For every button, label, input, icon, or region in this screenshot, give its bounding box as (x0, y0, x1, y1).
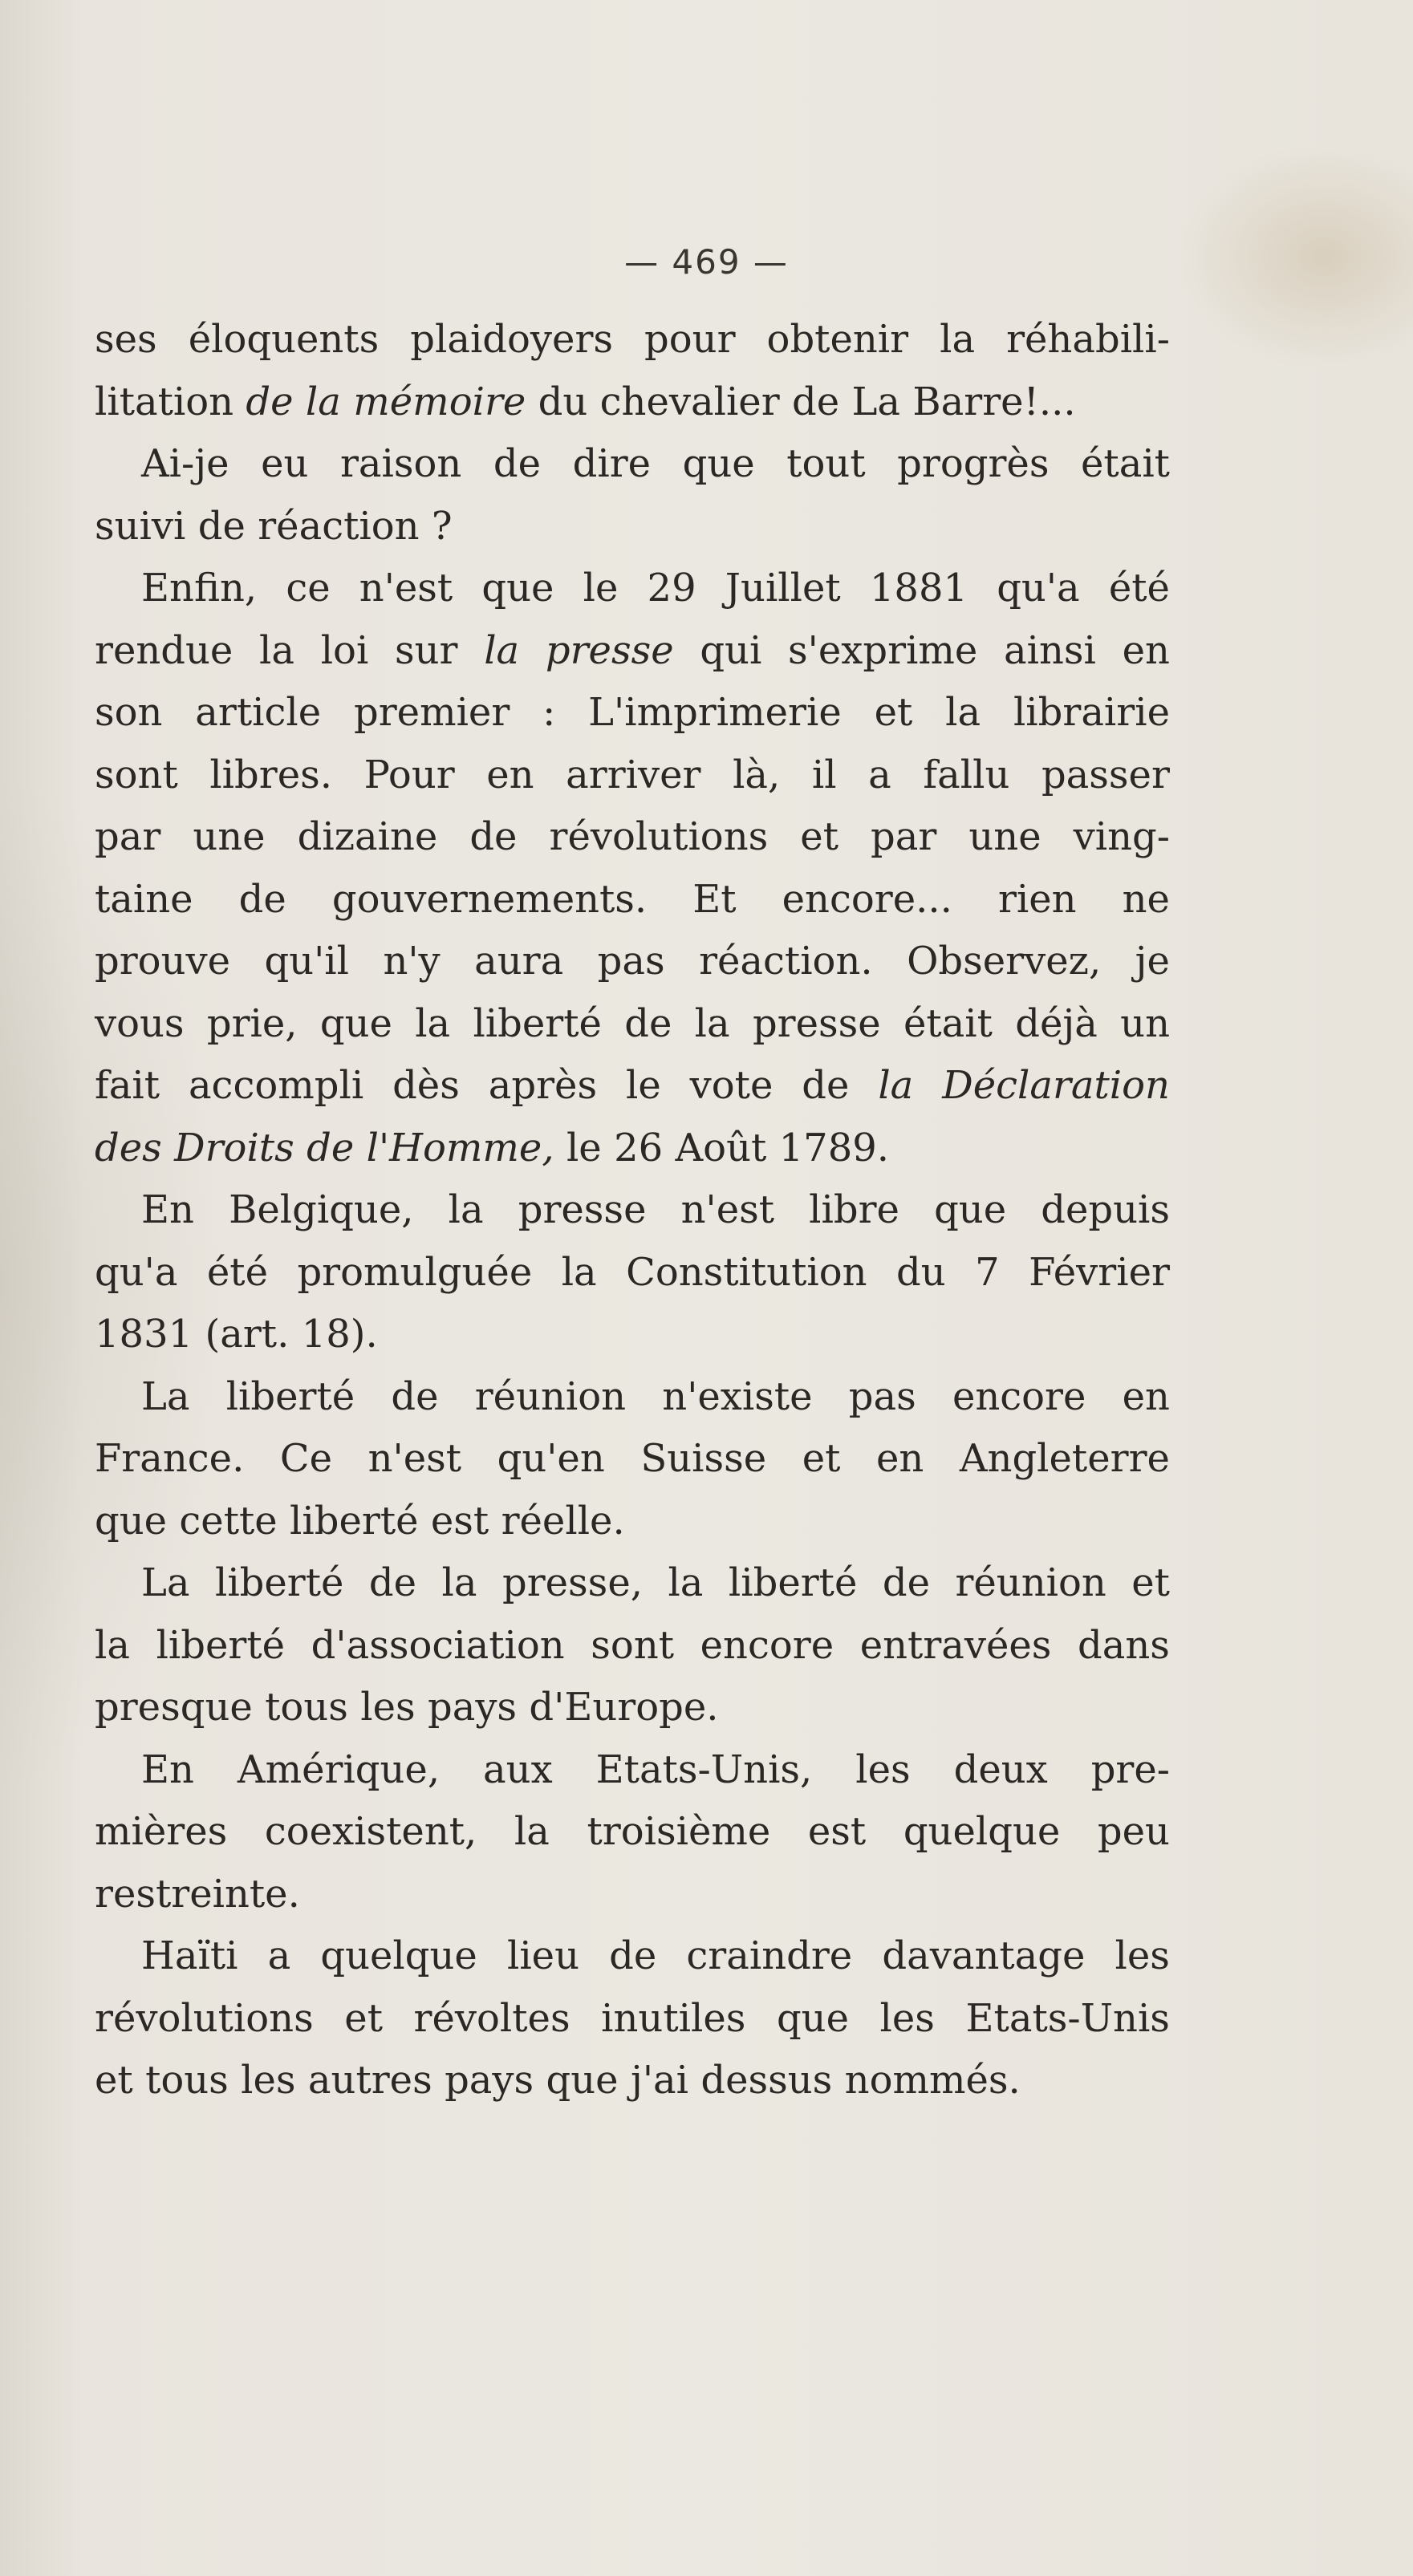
word: qu'a (997, 566, 1080, 611)
word: Pour (363, 752, 455, 797)
word: La (851, 379, 901, 424)
text-line (95, 1491, 1170, 1553)
word: et (344, 1995, 383, 2041)
word: qu'en (497, 1436, 605, 1481)
word: j'ai (630, 2058, 688, 2103)
word: obtenir (766, 317, 909, 362)
word: Ce (279, 1436, 333, 1481)
text-line (95, 371, 1170, 434)
word: la (514, 1809, 550, 1854)
text-line (95, 1988, 1170, 2051)
text-line (95, 1304, 1170, 1366)
word: des (95, 1125, 162, 1170)
word: n'y (383, 939, 441, 984)
text-line (95, 993, 1170, 1056)
text-line (95, 1615, 1170, 1677)
word: de (391, 1373, 439, 1419)
word: Belgique, (229, 1187, 414, 1232)
word: encore (952, 1373, 1086, 1419)
word: la (561, 1249, 597, 1295)
word: aux (483, 1746, 553, 1792)
word: Angleterre (959, 1436, 1170, 1481)
text-line (95, 1801, 1170, 1864)
word: par (871, 814, 937, 859)
word: plaidoyers (410, 317, 614, 362)
word: liberté (473, 1000, 602, 1046)
word: ainsi (1003, 627, 1096, 673)
word: presse, (501, 1560, 643, 1605)
word: déjà (1015, 1000, 1098, 1046)
word: la (668, 1560, 704, 1605)
word: la (305, 379, 341, 424)
word: vous (95, 1000, 185, 1046)
word: autres (307, 2058, 432, 2103)
word: ne (1122, 876, 1170, 922)
word: été (206, 1249, 268, 1295)
word: Etats-Unis (965, 1995, 1170, 2041)
word: Déclaration (942, 1063, 1170, 1108)
text-line (95, 2050, 1170, 2112)
word: Haïti (141, 1933, 238, 1978)
word: dans (1078, 1622, 1170, 1668)
word: passer (1041, 752, 1170, 797)
text-line (95, 620, 1170, 683)
word: encore (700, 1622, 834, 1668)
word: la (484, 627, 520, 673)
word: la (878, 1063, 914, 1108)
word: 7 (975, 1249, 1000, 1295)
word: les (855, 1746, 911, 1792)
word: et (95, 2058, 133, 2103)
body-text (95, 309, 1170, 2112)
word: et (1131, 1560, 1170, 1605)
word: progrès (897, 441, 1050, 486)
word: la (441, 1560, 477, 1605)
word: réunion (474, 1373, 627, 1419)
word: pays (445, 2058, 534, 2103)
word: que (95, 1498, 168, 1544)
word: : (542, 690, 556, 735)
word: quelque (320, 1933, 477, 1978)
word: qu'a (95, 1249, 178, 1295)
word: Et (692, 876, 737, 922)
word: de (493, 441, 542, 486)
word: de (469, 814, 518, 859)
text-line (95, 1179, 1170, 1242)
text-line (95, 869, 1170, 931)
word: les (360, 1685, 416, 1730)
word: les (1115, 1933, 1170, 1978)
word: Etats-Unis, (595, 1746, 813, 1792)
text-line (95, 1739, 1170, 1802)
word: promulguée (297, 1249, 533, 1295)
text-line (95, 1055, 1170, 1118)
word: qu'il (264, 939, 349, 984)
text-line (95, 1864, 1170, 1926)
word: prouve (95, 939, 231, 984)
word: son (95, 690, 163, 735)
word: troisième (587, 1809, 771, 1854)
word: de (792, 379, 840, 424)
word: de (609, 1933, 657, 1978)
word: d'association (311, 1622, 565, 1668)
word: et (874, 690, 913, 735)
page-number: — 469 — (624, 242, 789, 282)
word: de (882, 1560, 930, 1605)
word: taine (95, 876, 193, 922)
word: n'est (359, 566, 453, 611)
word: et (800, 814, 838, 859)
word: encore... (782, 876, 952, 922)
word: et (802, 1436, 841, 1481)
text-line (95, 1677, 1170, 1739)
word: les (241, 2058, 296, 2103)
word: Février (1029, 1249, 1170, 1295)
word: pour (644, 317, 736, 362)
word: rien (997, 876, 1077, 922)
word: arriver (566, 752, 701, 797)
word: tous (145, 2058, 229, 2103)
word: que (546, 2058, 619, 2103)
text-line (95, 433, 1170, 496)
word: qui (700, 627, 762, 673)
word: en (875, 1436, 924, 1481)
word: sont (95, 752, 178, 797)
word: presse (518, 1187, 647, 1232)
word: une (193, 814, 266, 859)
word: révolutions (549, 814, 769, 859)
word: par (95, 814, 161, 859)
word: la (259, 627, 294, 673)
word: après (488, 1063, 598, 1108)
word: eu (261, 441, 309, 486)
word: tout (786, 441, 866, 486)
word: la (694, 1000, 730, 1046)
word: ses (95, 317, 157, 362)
word: davantage (882, 1933, 1086, 1978)
word: dessus (700, 2058, 833, 2103)
word: dès (392, 1063, 460, 1108)
word: nommés. (844, 2058, 1021, 2103)
word: un (1120, 1000, 1170, 1046)
word: depuis (1041, 1187, 1170, 1232)
word: vote (689, 1063, 773, 1108)
word: liberté (214, 1560, 344, 1605)
word: que (481, 566, 554, 611)
word: Droits (174, 1125, 294, 1170)
word: en (1122, 627, 1170, 673)
word: réelle. (501, 1498, 625, 1544)
word: 18). (301, 1312, 378, 1357)
word: loi (320, 627, 369, 673)
word: pas (597, 939, 665, 984)
word: Observez, (907, 939, 1102, 984)
word: les (879, 1995, 935, 2041)
word: Barre!... (912, 379, 1076, 424)
word: en (1122, 1373, 1170, 1419)
word: litation (95, 379, 234, 424)
text-line (95, 309, 1170, 371)
text-line (95, 558, 1170, 620)
word: n'est (367, 1436, 462, 1481)
word: entravées (859, 1622, 1052, 1668)
word: le (583, 566, 619, 611)
word: dizaine (297, 814, 438, 859)
word: la (945, 690, 981, 735)
text-line (95, 1242, 1170, 1304)
word: Suisse (640, 1436, 767, 1481)
word: prie, (206, 1000, 298, 1046)
word: cette (179, 1498, 278, 1544)
word: une (968, 814, 1041, 859)
word: été (1108, 566, 1170, 611)
word: la (940, 317, 976, 362)
word: liberté (225, 1373, 355, 1419)
word: pays (427, 1685, 518, 1730)
word: L'imprimerie (588, 690, 842, 735)
text-line (95, 1118, 1170, 1180)
word: ? (431, 503, 453, 549)
word: n'existe (662, 1373, 813, 1419)
word: deux (953, 1746, 1048, 1792)
text-line (95, 496, 1170, 558)
word: de (368, 1560, 417, 1605)
word: aura (474, 939, 564, 984)
word: restreinte. (95, 1871, 300, 1917)
word: d'Europe. (529, 1685, 719, 1730)
word: pre- (1090, 1746, 1170, 1792)
word: a (267, 1933, 291, 1978)
word: éloquents (188, 317, 380, 362)
word: fait (95, 1063, 160, 1108)
word: 1831 (95, 1312, 193, 1357)
word: Enfin, (141, 566, 258, 611)
word: 1789. (778, 1125, 890, 1170)
word: En (141, 1187, 194, 1232)
word: de (802, 1063, 850, 1108)
text-line (95, 1552, 1170, 1615)
word: mières (95, 1809, 228, 1854)
word: chevalier (599, 379, 780, 424)
text-line (95, 682, 1170, 744)
word: France. (95, 1436, 245, 1481)
word: suivi (95, 503, 186, 549)
word: Juillet (725, 566, 841, 611)
text-line (95, 744, 1170, 807)
word: la (448, 1187, 484, 1232)
word: de (238, 876, 286, 922)
word: Ai-je (141, 441, 229, 486)
word: La (141, 1560, 190, 1605)
word: La (141, 1373, 190, 1419)
word: liberté (290, 1498, 419, 1544)
word: quelque (903, 1809, 1061, 1854)
word: le (625, 1063, 661, 1108)
text-line (95, 1366, 1170, 1429)
word: peu (1097, 1809, 1170, 1854)
word: liberté (728, 1560, 858, 1605)
word: tous (265, 1685, 348, 1730)
word: s'exprime (788, 627, 978, 673)
word: Août (675, 1125, 767, 1170)
word: de (307, 1125, 355, 1170)
word: article (195, 690, 322, 735)
word: 29 (647, 566, 696, 611)
word: a (868, 752, 891, 797)
text-line (95, 931, 1170, 993)
word: fallu (923, 752, 1010, 797)
word: la (415, 1000, 451, 1046)
word: la (95, 1622, 130, 1668)
word: révoltes (413, 1995, 570, 2041)
word: accompli (188, 1063, 364, 1108)
word: de (197, 503, 246, 549)
word: est (430, 1498, 489, 1544)
word: n'est (680, 1187, 775, 1232)
word: que (682, 441, 755, 486)
word: réaction (258, 503, 420, 549)
word: libre (809, 1187, 899, 1232)
word: coexistent, (264, 1809, 477, 1854)
word: ce (286, 566, 331, 611)
word: premier (353, 690, 510, 735)
word: liberté (156, 1622, 286, 1668)
word: presse (752, 1000, 881, 1046)
word: pas (848, 1373, 916, 1419)
word: du (538, 379, 588, 424)
word: du (896, 1249, 946, 1295)
word: ving- (1073, 814, 1170, 859)
word: mémoire (353, 379, 526, 424)
word: de (624, 1000, 672, 1046)
word: sont (591, 1622, 675, 1668)
word: sur (395, 627, 458, 673)
word: que (776, 1995, 849, 2041)
text-line (95, 806, 1170, 869)
word: réunion (955, 1560, 1106, 1605)
word: était (903, 1000, 993, 1046)
word: je (1135, 939, 1170, 984)
word: l'Homme, (366, 1125, 554, 1170)
word: le (566, 1125, 602, 1170)
word: dire (572, 441, 652, 486)
word: que (934, 1187, 1007, 1232)
word: de (246, 379, 294, 424)
word: En (141, 1746, 194, 1792)
word: en (486, 752, 534, 797)
word: presque (95, 1685, 253, 1730)
word: craindre (686, 1933, 853, 1978)
word: est (807, 1809, 867, 1854)
word: réhabili- (1006, 317, 1170, 362)
word: il (811, 752, 837, 797)
word: (art. (205, 1312, 290, 1357)
word: 1881 (869, 566, 968, 611)
word: inutiles (601, 1995, 746, 2041)
word: Amérique, (237, 1746, 441, 1792)
word: Constitution (626, 1249, 867, 1295)
word: révolutions (95, 1995, 314, 2041)
text-line (95, 1428, 1170, 1491)
word: rendue (95, 627, 233, 673)
word: 26 (614, 1125, 664, 1170)
word: presse (545, 627, 674, 673)
word: lieu (506, 1933, 579, 1978)
word: réaction. (699, 939, 873, 984)
word: raison (339, 441, 462, 486)
word: librairie (1013, 690, 1170, 735)
word: gouvernements. (331, 876, 648, 922)
text-line (95, 1925, 1170, 1988)
word: libres. (209, 752, 332, 797)
word: était (1081, 441, 1170, 486)
word: que (319, 1000, 392, 1046)
word: là, (733, 752, 781, 797)
